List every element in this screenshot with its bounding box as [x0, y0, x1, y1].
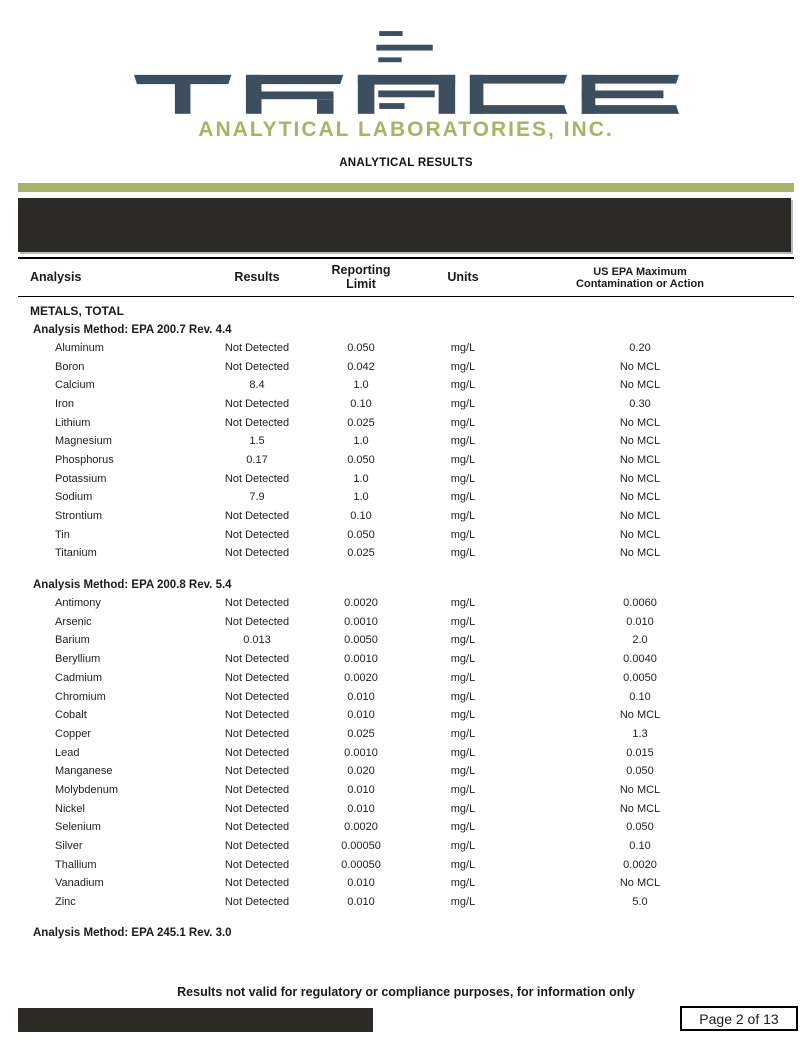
cell-analyte: Nickel	[55, 802, 85, 815]
cell-units: mg/L	[450, 746, 476, 759]
table-row	[18, 687, 794, 706]
cell-units: mg/L	[450, 435, 476, 448]
table-row	[18, 395, 794, 414]
cell-limit: 1.0	[353, 435, 369, 448]
cell-result: Not Detected	[224, 653, 290, 666]
table-row	[18, 432, 794, 451]
cell-limit: 1.0	[353, 379, 369, 392]
table-row	[18, 650, 794, 669]
cell-analyte: Sodium	[55, 491, 93, 504]
cell-mcl: No MCL	[619, 510, 661, 523]
cell-analyte: Barium	[55, 634, 90, 647]
cell-result: 0.17	[246, 453, 268, 466]
table-row	[18, 818, 794, 837]
cell-mcl: 0.050	[626, 765, 654, 778]
cell-limit: 0.042	[347, 360, 375, 373]
cell-limit: 0.050	[347, 341, 375, 354]
table-row	[18, 357, 794, 376]
cell-result: Not Detected	[224, 802, 290, 815]
table-row	[18, 855, 794, 874]
cell-limit: 0.025	[347, 547, 375, 560]
table-row	[18, 837, 794, 856]
cell-units: mg/L	[450, 472, 476, 485]
cell-limit: 0.0010	[344, 615, 378, 628]
table-row	[18, 544, 794, 563]
cell-result: Not Detected	[224, 510, 290, 523]
cell-result: Not Detected	[224, 709, 290, 722]
cell-analyte: Strontium	[55, 510, 103, 523]
cell-limit: 0.0010	[344, 746, 378, 759]
cell-analyte: Antimony	[55, 597, 101, 610]
cell-result: Not Detected	[224, 360, 290, 373]
table-row	[18, 743, 794, 762]
analysis-method-header: Analysis Method: EPA 245.1 Rev. 3.0	[33, 927, 232, 940]
cell-limit: 0.020	[347, 765, 375, 778]
cell-analyte: Lead	[55, 746, 80, 759]
cell-units: mg/L	[450, 341, 476, 354]
cell-result: Not Detected	[224, 341, 290, 354]
col-header-epa-max	[520, 266, 760, 290]
cell-units: mg/L	[450, 453, 476, 466]
trace-logo	[134, 26, 679, 116]
cell-mcl: No MCL	[619, 877, 661, 890]
table-row	[18, 762, 794, 781]
cell-units: mg/L	[450, 416, 476, 429]
cell-result: Not Detected	[224, 397, 290, 410]
cell-analyte: Thallium	[55, 858, 97, 871]
cell-analyte: Zinc	[55, 896, 76, 909]
cell-result: 8.4	[249, 379, 265, 392]
cell-mcl: No MCL	[619, 491, 661, 504]
cell-limit: 0.00050	[341, 840, 381, 853]
disclaimer-text: Results not valid for regulatory or compliance purposes, for information only	[177, 985, 635, 999]
col-header-reporting-limit: Reporting Limit	[331, 263, 391, 291]
cell-mcl: No MCL	[619, 435, 661, 448]
cell-analyte: Calcium	[55, 379, 95, 392]
cell-units: mg/L	[450, 671, 476, 684]
cell-result: Not Detected	[224, 896, 290, 909]
table-row	[18, 874, 794, 893]
analysis-method-header: Analysis Method: EPA 200.8 Rev. 5.4	[33, 578, 232, 591]
cell-analyte: Silver	[55, 840, 83, 853]
table-row	[18, 507, 794, 526]
cell-mcl: 1.3	[632, 727, 648, 740]
table-row	[18, 413, 794, 432]
cell-mcl: 5.0	[632, 896, 648, 909]
cell-units: mg/L	[450, 491, 476, 504]
cell-mcl: 0.0040	[623, 653, 657, 666]
cell-result: Not Detected	[224, 615, 290, 628]
cell-units: mg/L	[450, 821, 476, 834]
col-header-epa-line2: Contamination or Action	[576, 277, 704, 290]
table-row	[18, 376, 794, 395]
cell-units: mg/L	[450, 765, 476, 778]
cell-result: Not Detected	[224, 765, 290, 778]
cell-units: mg/L	[450, 360, 476, 373]
cell-units: mg/L	[450, 896, 476, 909]
cell-limit: 0.0010	[344, 653, 378, 666]
cell-mcl: No MCL	[619, 709, 661, 722]
cell-units: mg/L	[450, 597, 476, 610]
redacted-footer-block	[18, 1008, 373, 1032]
cell-analyte: Copper	[55, 727, 92, 740]
cell-limit: 0.00050	[341, 858, 381, 871]
cell-result: Not Detected	[224, 597, 290, 610]
cell-limit: 0.010	[347, 877, 375, 890]
cell-analyte: Chromium	[55, 690, 106, 703]
table-row	[18, 631, 794, 650]
cell-mcl: 0.20	[629, 341, 651, 354]
cell-mcl: 0.0060	[623, 597, 657, 610]
table-row	[18, 799, 794, 818]
cell-limit: 0.0020	[344, 597, 378, 610]
cell-analyte: Aluminum	[55, 341, 104, 354]
page-title: ANALYTICAL RESULTS	[339, 157, 473, 169]
cell-units: mg/L	[450, 840, 476, 853]
table-row	[18, 669, 794, 688]
cell-analyte: Molybdenum	[55, 783, 118, 796]
cell-analyte: Cobalt	[55, 709, 87, 722]
table-row	[18, 594, 794, 613]
cell-limit: 0.010	[347, 783, 375, 796]
cell-limit: 0.0020	[344, 821, 378, 834]
table-groups	[18, 324, 794, 940]
cell-analyte: Beryllium	[55, 653, 101, 666]
table-body	[18, 304, 794, 940]
cell-mcl: No MCL	[619, 379, 661, 392]
cell-limit: 0.010	[347, 802, 375, 815]
cell-units: mg/L	[450, 690, 476, 703]
cell-mcl: No MCL	[619, 453, 661, 466]
cell-result: Not Detected	[224, 547, 290, 560]
redacted-sample-info-block	[18, 198, 791, 252]
cell-mcl: 0.10	[629, 840, 651, 853]
cell-analyte: Potassium	[55, 472, 107, 485]
page-number-label: Page 2 of 13	[699, 1010, 779, 1027]
cell-result: Not Detected	[224, 528, 290, 541]
cell-analyte: Titanium	[55, 547, 97, 560]
cell-mcl: No MCL	[619, 360, 661, 373]
table-row	[18, 781, 794, 800]
cell-units: mg/L	[450, 653, 476, 666]
cell-units: mg/L	[450, 510, 476, 523]
table-header	[18, 257, 794, 297]
col-header-epa-line1: US EPA Maximum	[593, 265, 687, 278]
cell-limit: 0.025	[347, 416, 375, 429]
cell-limit: 1.0	[353, 491, 369, 504]
method-rows	[18, 594, 794, 912]
table-row	[18, 469, 794, 488]
cell-result: Not Detected	[224, 877, 290, 890]
cell-mcl: 2.0	[632, 634, 648, 647]
cell-units: mg/L	[450, 615, 476, 628]
cell-mcl: No MCL	[619, 547, 661, 560]
table-row	[18, 725, 794, 744]
cell-units: mg/L	[450, 397, 476, 410]
method-rows	[18, 339, 794, 563]
cell-mcl: 0.015	[626, 746, 654, 759]
cell-limit: 0.0050	[344, 634, 378, 647]
cell-analyte: Phosphorus	[55, 453, 114, 466]
cell-limit: 0.010	[347, 896, 375, 909]
cell-result: 0.013	[243, 634, 271, 647]
col-header-results: Results	[234, 269, 280, 284]
cell-result: Not Detected	[224, 671, 290, 684]
analysis-method-header: Analysis Method: EPA 200.7 Rev. 4.4	[33, 323, 232, 336]
cell-result: Not Detected	[224, 727, 290, 740]
cell-mcl: No MCL	[619, 416, 661, 429]
cell-mcl: 0.10	[629, 690, 651, 703]
cell-limit: 0.010	[347, 709, 375, 722]
page-number-box	[680, 1006, 798, 1031]
cell-limit: 0.010	[347, 690, 375, 703]
logo-subtitle: ANALYTICAL LABORATORIES, INC.	[198, 118, 614, 141]
table-row	[18, 488, 794, 507]
cell-limit: 0.050	[347, 453, 375, 466]
cell-analyte: Vanadium	[55, 877, 104, 890]
cell-analyte: Manganese	[55, 765, 113, 778]
cell-limit: 0.025	[347, 727, 375, 740]
cell-analyte: Selenium	[55, 821, 101, 834]
cell-mcl: 0.050	[626, 821, 654, 834]
cell-result: Not Detected	[224, 690, 290, 703]
cell-units: mg/L	[450, 379, 476, 392]
cell-mcl: No MCL	[619, 802, 661, 815]
cell-analyte: Boron	[55, 360, 85, 373]
table-row	[18, 893, 794, 912]
cell-result: 1.5	[249, 435, 265, 448]
col-header-analysis: Analysis	[30, 269, 82, 284]
table-row	[18, 339, 794, 358]
cell-result: Not Detected	[224, 858, 290, 871]
cell-mcl: No MCL	[619, 472, 661, 485]
cell-result: Not Detected	[224, 821, 290, 834]
table-row	[18, 612, 794, 631]
cell-units: mg/L	[450, 727, 476, 740]
cell-units: mg/L	[450, 877, 476, 890]
table-row	[18, 451, 794, 470]
cell-result: Not Detected	[224, 416, 290, 429]
cell-units: mg/L	[450, 858, 476, 871]
cell-analyte: Tin	[55, 528, 70, 541]
cell-analyte: Lithium	[55, 416, 91, 429]
cell-mcl: 0.010	[626, 615, 654, 628]
cell-mcl: No MCL	[619, 783, 661, 796]
cell-analyte: Iron	[55, 397, 74, 410]
cell-result: Not Detected	[224, 783, 290, 796]
cell-result: Not Detected	[224, 472, 290, 485]
table-row	[18, 525, 794, 544]
section-title-metals-total: METALS, TOTAL	[30, 303, 124, 318]
cell-units: mg/L	[450, 547, 476, 560]
cell-mcl: No MCL	[619, 528, 661, 541]
cell-result: Not Detected	[224, 746, 290, 759]
cell-units: mg/L	[450, 783, 476, 796]
cell-units: mg/L	[450, 709, 476, 722]
cell-mcl: 0.30	[629, 397, 651, 410]
cell-limit: 0.050	[347, 528, 375, 541]
cell-result: 7.9	[249, 491, 265, 504]
cell-units: mg/L	[450, 528, 476, 541]
cell-units: mg/L	[450, 802, 476, 815]
cell-result: Not Detected	[224, 840, 290, 853]
cell-limit: 0.10	[350, 510, 372, 523]
cell-mcl: 0.0050	[623, 671, 657, 684]
green-accent-bar	[18, 183, 794, 192]
cell-analyte: Magnesium	[55, 435, 112, 448]
cell-limit: 0.10	[350, 397, 372, 410]
cell-units: mg/L	[450, 634, 476, 647]
cell-analyte: Arsenic	[55, 615, 92, 628]
cell-limit: 0.0020	[344, 671, 378, 684]
col-header-units: Units	[447, 269, 479, 284]
cell-analyte: Cadmium	[55, 671, 103, 684]
table-row	[18, 706, 794, 725]
cell-limit: 1.0	[353, 472, 369, 485]
cell-mcl: 0.0020	[623, 858, 657, 871]
